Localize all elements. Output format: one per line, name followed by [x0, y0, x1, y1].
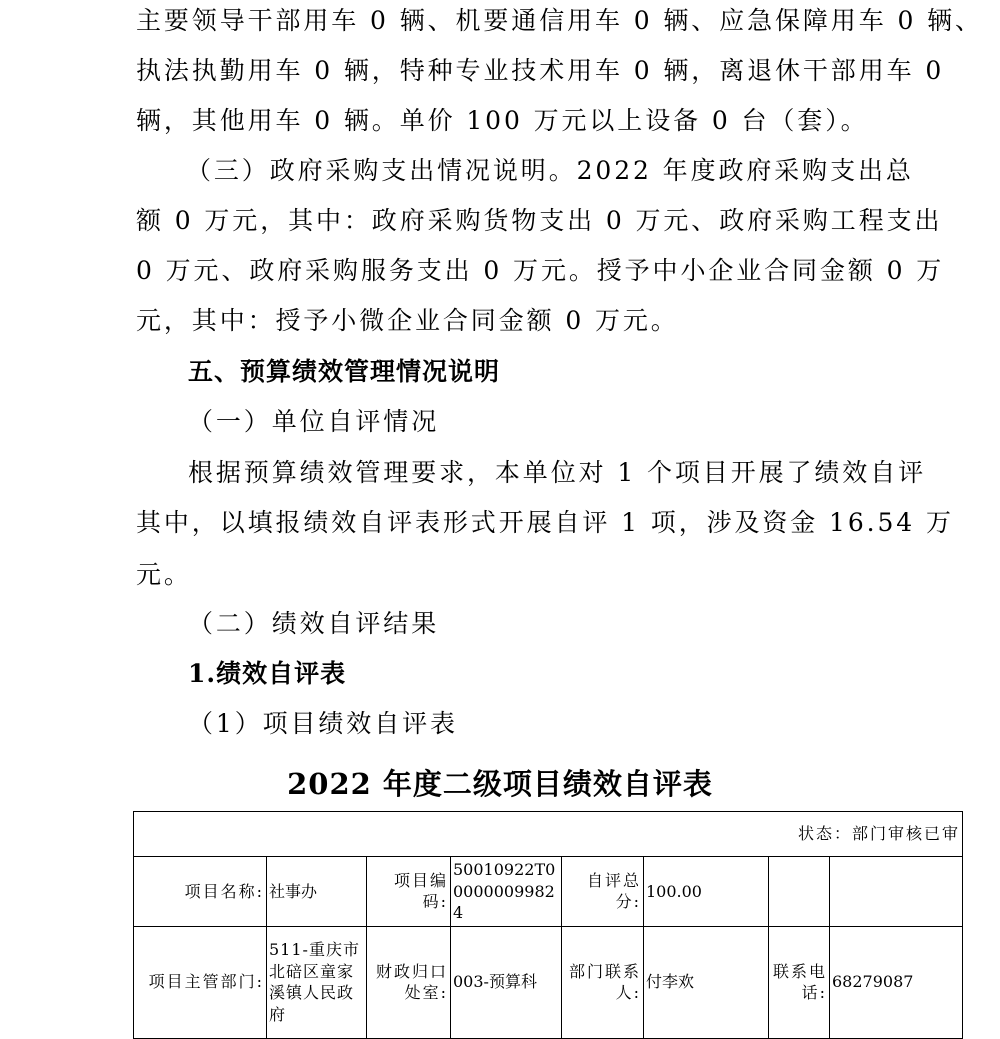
subsection-heading: （一）单位自评情况	[188, 407, 440, 436]
form-title: 2022 年度二级项目绩效自评表	[287, 767, 713, 801]
dept-label: 项目主管部门:	[134, 926, 267, 1038]
finance-office-value: 003-预算科	[451, 926, 562, 1038]
contact-label: 部门联系人:	[562, 926, 644, 1038]
paragraph-line: （三）政府采购支出情况说明。2022 年度政府采购支出总	[186, 156, 914, 185]
paragraph-line: 辆，其他用车 0 辆。单价 100 万元以上设备 0 台（套）。	[136, 106, 869, 135]
project-code-value: 50010922T000000099824	[451, 857, 562, 927]
phone-label: 联系电话:	[769, 926, 830, 1038]
self-score-value: 100.00	[644, 857, 769, 927]
paragraph-line: 0 万元、政府采购服务支出 0 万元。授予中小企业合同金额 0 万	[136, 256, 945, 285]
item-heading: 1.绩效自评表	[188, 659, 347, 688]
paragraph-line: 元，其中：授予小微企业合同金额 0 万元。	[136, 306, 679, 335]
phone-value: 68279087	[830, 926, 963, 1038]
status-row	[134, 812, 963, 857]
project-name-label: 项目名称:	[134, 857, 267, 927]
paragraph-line: 根据预算绩效管理要求，本单位对 1 个项目开展了绩效自评	[188, 458, 927, 487]
paragraph-line: 主要领导干部用车 0 辆、机要通信用车 0 辆、应急保障用车 0 辆、	[136, 6, 983, 35]
paragraph-line: 执法执勤用车 0 辆，特种专业技术用车 0 辆，离退休干部用车 0	[136, 56, 945, 85]
project-name-value: 社事办	[267, 857, 367, 927]
dept-value: 511-重庆市北碚区童家溪镇人民政府	[267, 926, 367, 1038]
section-heading: 五、预算绩效管理情况说明	[188, 357, 501, 386]
paragraph-line: 其中，以填报绩效自评表形式开展自评 1 项，涉及资金 16.54 万	[136, 508, 954, 537]
contact-value: 付李欢	[644, 926, 769, 1038]
paragraph-line: 额 0 万元，其中：政府采购货物支出 0 万元、政府采购工程支出	[136, 206, 943, 235]
subsection-heading: （二）绩效自评结果	[188, 609, 440, 638]
empty-cell	[769, 857, 830, 927]
table-row	[134, 926, 963, 1038]
status-text: 状态：部门审核已审	[134, 812, 963, 857]
paragraph-line: 元。	[136, 560, 192, 589]
empty-cell	[830, 857, 963, 927]
table-row	[134, 857, 963, 927]
item-subheading: （1）项目绩效自评表	[188, 709, 458, 738]
finance-office-label: 财政归口处室:	[367, 926, 451, 1038]
self-score-label: 自评总分:	[562, 857, 644, 927]
project-code-label: 项目编码:	[367, 857, 451, 927]
self-evaluation-table	[133, 811, 963, 1039]
